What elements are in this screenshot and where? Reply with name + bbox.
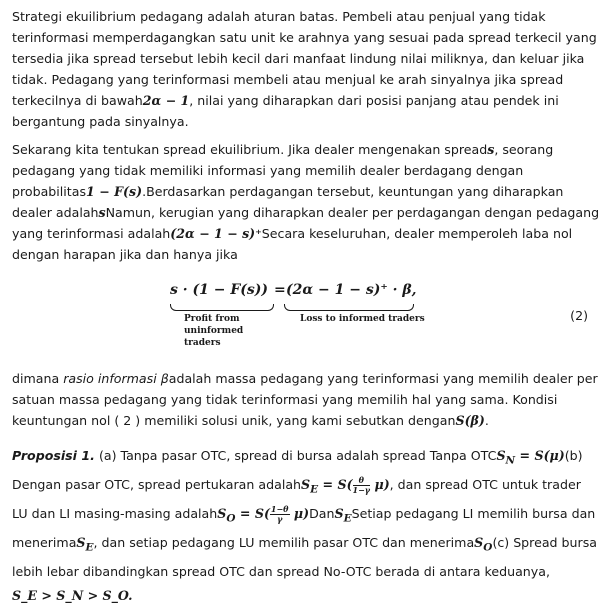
math-rhs: μ) (370, 477, 390, 493)
underbrace-left (170, 304, 274, 311)
proposition-1 (12, 444, 600, 607)
math-symbol: S (217, 506, 227, 522)
math-se (301, 475, 390, 496)
paragraph-text: (c) Spread bursa lebih lebar dibandingkan spread OTC dan spread No-OTC berada di antara keduanya, (12, 535, 597, 580)
paragraph-text: Secara keseluruhan, dealer memperoleh laba nol dengan harapan jika dan hanya jika (12, 226, 573, 262)
paragraph-text: Strategi ekuilibrium pedagang adalah aturan batas. Pembeli atau penjual yang tidak terinformasi memperdagangkan satu unit ke arahnya yang sesuai pada spread terkecil yang tersedia jika spread tersebut lebih kecil dari manfaat lindung nilai miliknya, dan keluar jika tidak. Pedagang yang terinformasi membeli atau menjual ke arah sinyalnya jika spread terkecilnya di bawah (12, 9, 597, 108)
math-subscript: O (483, 541, 493, 554)
math-sn (496, 448, 565, 467)
math-rhs: = S( (235, 506, 270, 522)
paragraph-text: adalah massa pedagang yang terinformasi yang memilih dealer per satuan massa pedagang yang tidak terinformasi yang memilih hal yang sama. Kondisi keuntungan nol ( 2 ) memiliki solusi unik, yang kami sebutkan dengan (12, 371, 598, 428)
math-inequality: S_E > S_N > S_O. (12, 587, 133, 603)
proposition-heading: Proposisi 1. (12, 448, 95, 463)
math-subscript: E (343, 512, 352, 525)
math-subscript: O (226, 512, 236, 525)
paragraph-text: Namun, kerugian yang diharapkan dealer per perdagangan dengan pedagang yang terinformasi adalah (12, 205, 600, 241)
math-symbol: S (76, 535, 86, 551)
paragraph-text: . (484, 413, 489, 428)
math-so-ref (474, 535, 493, 554)
paragraph-text: Dan (309, 506, 335, 522)
math-rhs: = S( (318, 477, 353, 493)
equation-2 (170, 282, 600, 352)
equation-lhs: s · (1 − F(s)) (170, 282, 269, 298)
math-subscript: E (310, 483, 319, 496)
math-so (217, 504, 310, 525)
paragraph-text: dimana (12, 371, 60, 386)
paragraph-text: , nilai yang diharapkan dari posisi panjang atau pendek ini bergantung pada sinyalnya. (12, 93, 559, 129)
italic-term: rasio informasi β (63, 371, 169, 386)
math-symbol: S (496, 448, 506, 463)
fraction-numerator: θ (353, 476, 371, 486)
math-inline: S(β) (455, 413, 485, 428)
math-se-ref (76, 535, 94, 554)
math-se-ref (334, 506, 352, 525)
fraction (270, 505, 290, 524)
math-inline: 2α − 1 (142, 93, 190, 108)
fraction-numerator: 1−θ (270, 504, 289, 515)
math-subscript: E (85, 541, 94, 554)
math-rhs: = S(μ) (515, 448, 565, 463)
math-subscript: N (505, 454, 516, 467)
equation-number: (2) (570, 308, 588, 323)
paragraph-text: Setiap pedagang LI memilih bursa dan menerima (12, 506, 596, 551)
paragraph-text: , dan setiap pedagang LU memilih pasar OTC dan menerima (93, 535, 475, 551)
paragraph-text: Sekarang kita tentukan spread ekuilibrium. Jika dealer mengenakan spread (12, 142, 488, 157)
math-inline: (2α − 1 − s)⁺ (170, 226, 262, 241)
math-symbol: S (334, 506, 344, 522)
math-inline: 1 − F(s) (86, 184, 143, 199)
paragraph-equilibrium (12, 139, 600, 265)
math-symbol: S (301, 477, 311, 493)
label-profit: Profit from uninformed traders (184, 314, 244, 348)
math-rhs: μ) (289, 506, 310, 522)
paragraph-strategy (12, 6, 600, 132)
paragraph-text: (b) Dengan pasar OTC, spread pertukaran adalah (12, 448, 583, 493)
equation-equals: = (274, 282, 286, 298)
paragraph-text: .Berdasarkan perdagangan tersebut, keuntungan yang diharapkan dealer adalah (12, 184, 564, 220)
paragraph-text: , seorang pedagang yang tidak memiliki informasi yang memilih dealer berdagang dengan probabilitas (12, 142, 554, 199)
math-inline: s (98, 205, 106, 220)
paragraph-ratio (12, 368, 600, 431)
underbrace-right (284, 304, 414, 311)
math-symbol: S (474, 535, 484, 551)
fraction-denominator: 1−γ (352, 485, 371, 496)
label-loss: Loss to informed traders (300, 314, 425, 324)
paragraph-text: (a) Tanpa pasar OTC, spread di bursa adalah spread Tanpa OTC (94, 448, 497, 463)
math-inline: s (487, 142, 495, 157)
equation-rhs: (2α − 1 − s)⁺ · β, (286, 282, 417, 298)
paragraph-text: , dan spread OTC untuk trader LU dan LI masing-masing adalah (12, 477, 581, 522)
fraction-denominator: γ (277, 514, 283, 525)
fraction (353, 476, 371, 495)
